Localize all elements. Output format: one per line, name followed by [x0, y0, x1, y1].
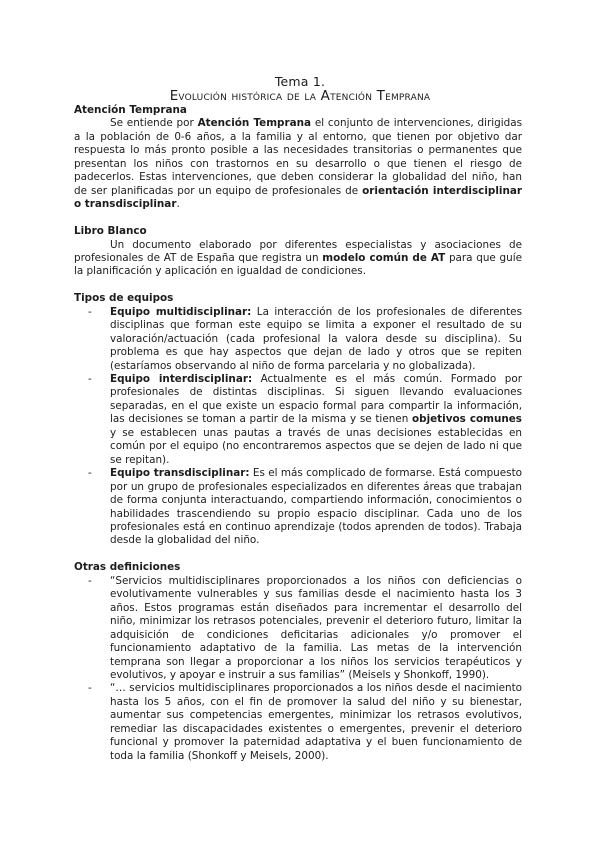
page-title: Tema 1. [274, 74, 326, 89]
list-item: - “Servicios multidisciplinares proporcionados a los niños con deficiencias o evolutivamente vulnerables y sus familias desde el nacimiento hasta los 3 años. Estos programas están diseñados para incrementar el desarrollo del niño, minimizar los retrasos potenciales, prevenir el deterioro futuro, limitar la adquisición de condiciones deficitarias adicionales y/o promover el funcionamiento adaptativo de la familia. Las metas de la intervención temprana son llegar a proporcionar a los niños los servicios terapéuticos y evolutivos, y apoyar e instruir a sus familias” (Meisels y Shonkoff, 1990). [88, 574, 522, 681]
paragraph-atencion-temprana: Se entiende por Atención Temprana el conjunto de intervenciones, dirigidas a la población de 0-6 años, a la familia y al entorno, que tienen por objetivo dar respuesta lo más pronto posible a las necesidades transitorias o permanentes que presentan los niños con trastornos en su desarrollo o que tienen el riesgo de padecerlos. Estas intervenciones, que deben considerar la globalidad del niño, han de ser planificadas por un equipo de profesionales de orientación interdisciplinar o transdisciplinar. [74, 117, 523, 211]
heading-tipos-de-equipos: Tipos de equipos [74, 292, 174, 305]
list-tipos-de-equipos [74, 306, 522, 548]
page-subtitle: Evolución histórica de la Atención Temprana [169, 88, 431, 104]
heading-otras-definiciones: Otras definiciones [74, 561, 181, 574]
list-otras-definiciones [74, 575, 522, 763]
list-item: - Equipo multidisciplinar: La interacción de los profesionales de diferentes disciplinas que forman este equipo se limita a exponer el resultado de su valoración/actuación (cada profesional la valora desde su disciplina). Su problema es que hay aspectos que dejan de lado y otros que se repiten (estaríamos observando al niño de forma parcelaria y no globalizada). [88, 305, 522, 372]
heading-libro-blanco: Libro Blanco [74, 225, 147, 238]
list-item: - Equipo transdisciplinar: Es el más complicado de formarse. Está compuesto por un grupo de profesionales especializados en diferentes áreas que trabajan de forma conjunta interactuando, compartiendo información, conocimientos o habilidades trascendiendo su propio espacio disciplinar. Cada uno de los profesionales está en continuo aprendizaje (todos aprenden de todos). Trabaja desde la globalidad del niño. [88, 467, 522, 547]
heading-atencion-temprana: Atención Temprana [74, 104, 187, 116]
paragraph-libro-blanco: Un documento elaborado por diferentes especialistas y asociaciones de profesionales de AT de España que registra un modelo común de AT para que guíe la planificación y aplicación en igualdad de condiciones. [74, 238, 522, 278]
list-item: - Equipo interdisciplinar: Actualmente es el más común. Formado por profesionales de distintas disciplinas. Si siguen llevando evaluaciones separadas, en el que existe un espacio formal para compartir la información, las decisiones se toman a partir de la misma y se tienen objetivos comunes y se establecen unas pautas a través de unas decisiones establecidas en común por el equipo (no encontraremos aspectos que se dejen de lado ni que se repitan). [88, 373, 522, 466]
list-item: - “… servicios multidisciplinares proporcionados a los niños desde el nacimiento hasta los 5 años, con el fin de promover la salud del niño y su bienestar, aumentar sus competencias emergentes, minimizar los retrasos evolutivos, remediar las discapacidades existentes o emergentes, prevenir el deterioro funcional y promover la paternidad adaptativa y el buen funcionamiento de toda la familia (Shonkoff y Meisels, 2000). [88, 682, 522, 762]
document-body [74, 104, 522, 763]
